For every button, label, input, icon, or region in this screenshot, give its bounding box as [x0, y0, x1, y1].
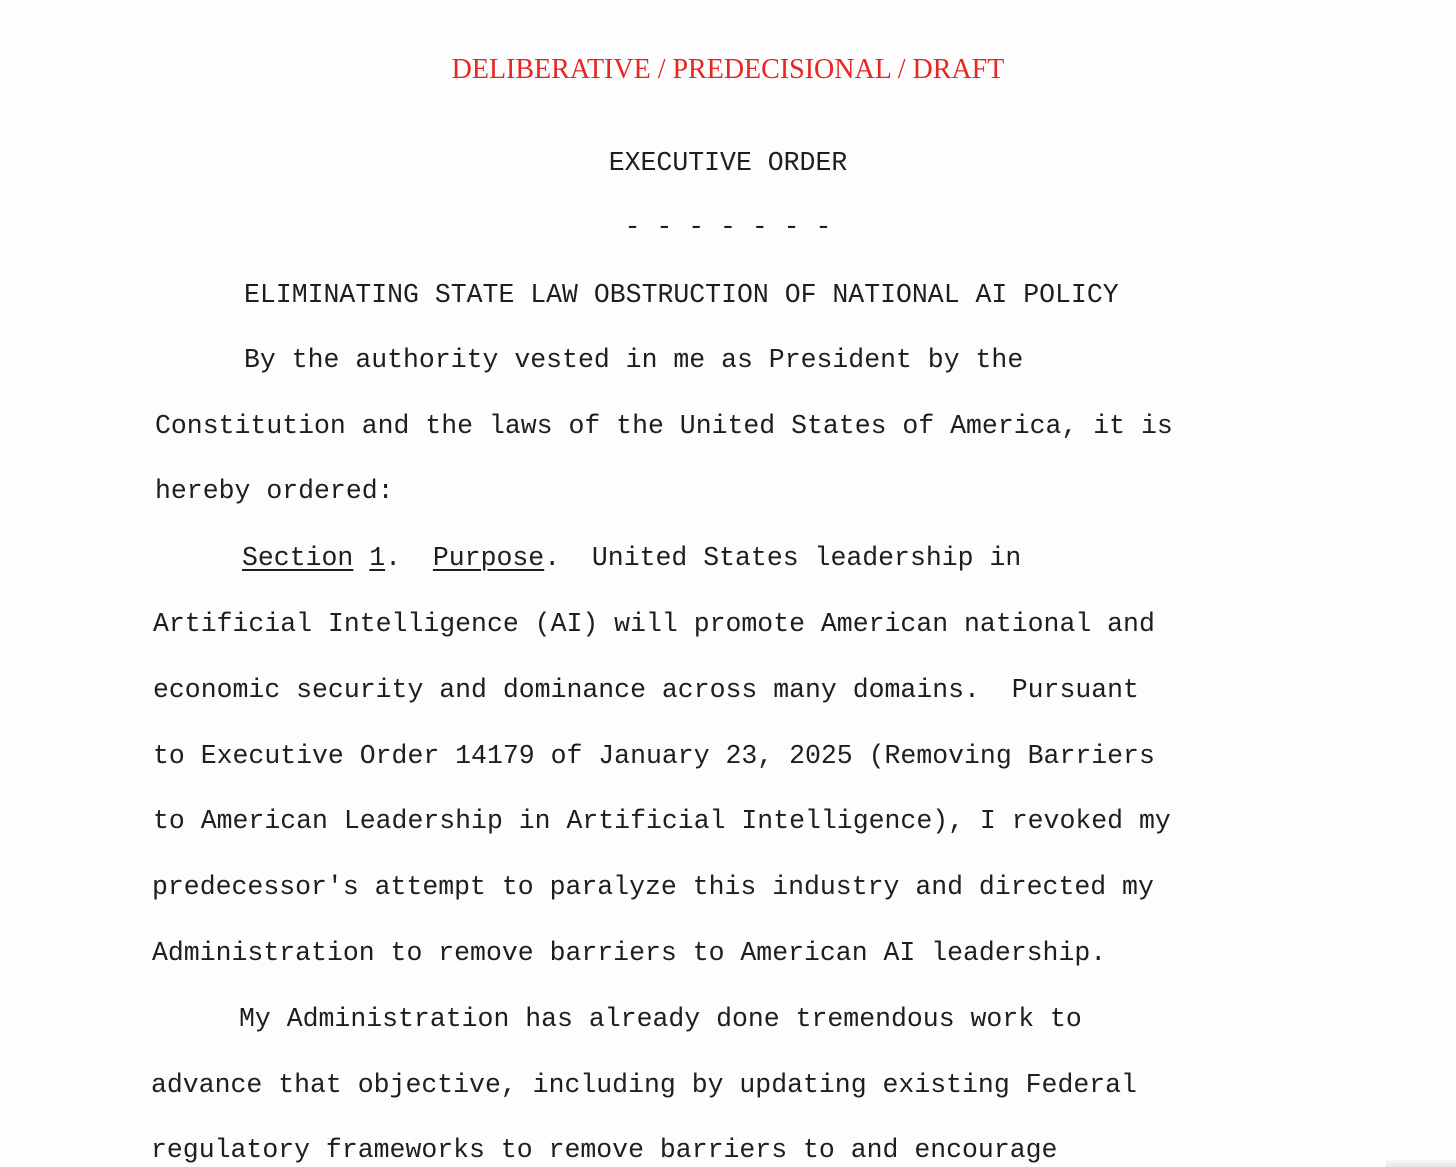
section-1-line: economic security and dominance across many domains. Pursuant — [153, 675, 1139, 705]
paragraph-2-line: regulatory frameworks to remove barriers to and encourage — [151, 1135, 1058, 1165]
section-number: 1 — [369, 543, 386, 573]
section-lead-text: United States leadership in — [591, 543, 1022, 573]
order-title: ELIMINATING STATE LAW OBSTRUCTION OF NATIONAL AI POLICY — [244, 280, 1119, 310]
preamble-line: By the authority vested in me as President by the — [244, 345, 1024, 375]
section-1-heading-line: Section 1. Purpose. United States leadership in — [242, 543, 1022, 573]
preamble-line: hereby ordered: — [155, 476, 394, 506]
section-1-line: to Executive Order 14179 of January 23, 2025 (Removing Barriers — [153, 741, 1155, 771]
paragraph-2-line: My Administration has already done tremendous work to — [239, 1004, 1082, 1034]
page-edge-shadow — [1386, 1159, 1456, 1167]
preamble-line: Constitution and the laws of the United States of America, it is — [155, 411, 1173, 441]
section-1-line: Artificial Intelligence (AI) will promote American national and — [153, 609, 1155, 639]
section-1-line: Administration to remove barriers to American AI leadership. — [152, 938, 1107, 968]
section-1-line: predecessor's attempt to paralyze this industry and directed my — [152, 872, 1154, 902]
paragraph-2-line: advance that objective, including by updating existing Federal — [151, 1070, 1137, 1100]
document-type-heading: EXECUTIVE ORDER — [608, 148, 848, 178]
draft-marking: DELIBERATIVE / PREDECISIONAL / DRAFT — [451, 54, 1005, 85]
section-1-line: to American Leadership in Artificial Intelligence), I revoked my — [153, 806, 1171, 836]
section-label: Section — [242, 543, 354, 573]
separator-dashes: - - - - - - - — [624, 212, 832, 242]
section-heading: Purpose — [432, 543, 545, 573]
